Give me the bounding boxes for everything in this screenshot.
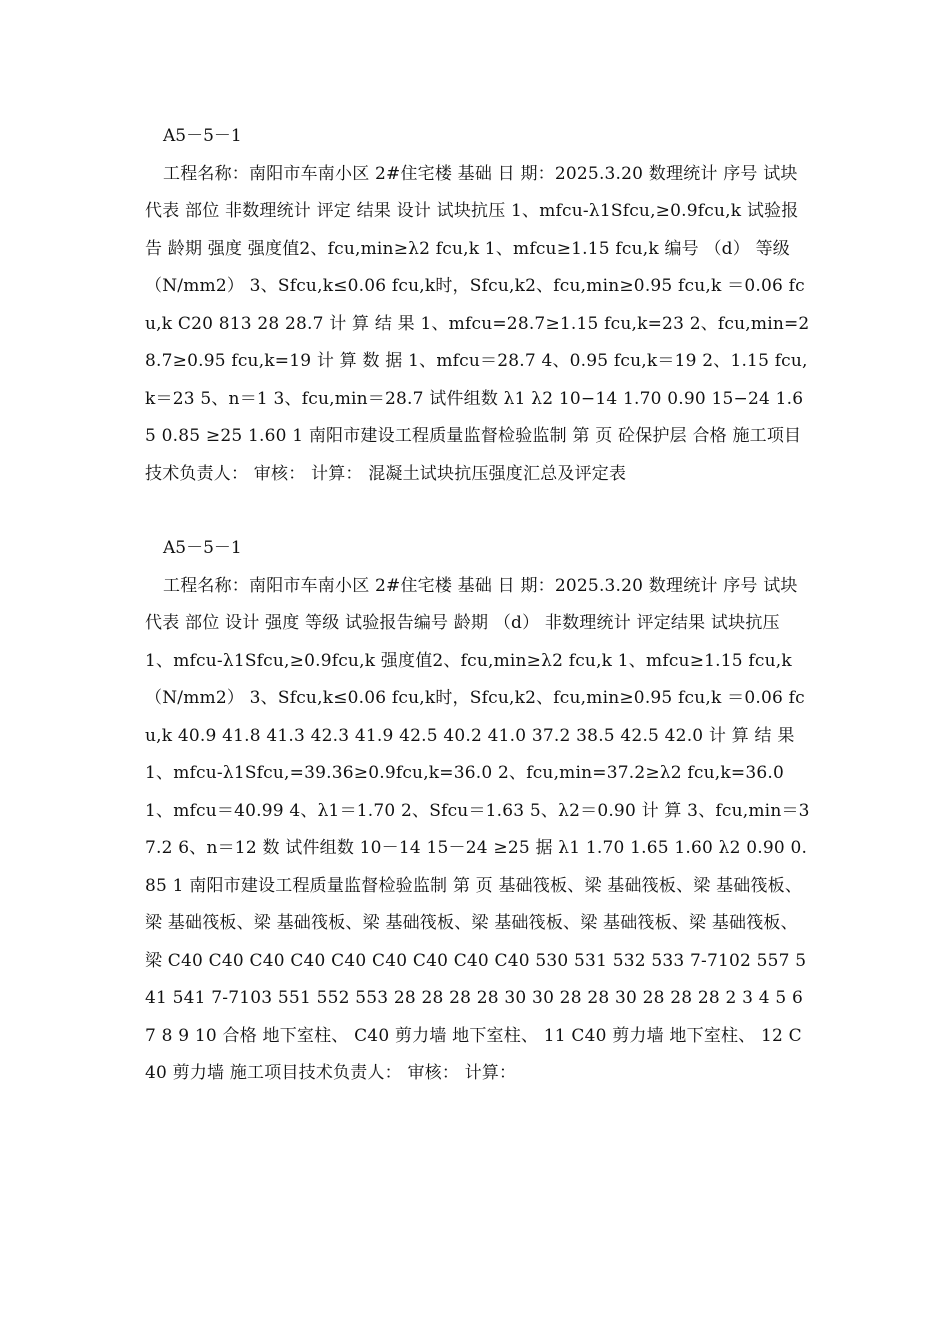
section-body-text: 工程名称：南阳市车南小区 2#住宅楼 基础 日 期：2025.3.20 数理统计 序号 试块代表 部位 设计 强度 等级 试验报告编号 龄期 （d） 非数理统计 评定结果 试块抗压 1、mfcu-λ1Sfcu,≥0.9fcu,k 强度值2、fcu,min≥λ2 fcu,k 1、mfcu≥1.15 fcu,k （N/mm2） 3、Sfcu,k≤0.06 fcu,k时，Sfcu,k2、fcu,min≥0.95 fcu,k ＝0.06 fcu,k 40.9 41.8 41.3 42.3 41.9 42.5 40.2 41.0 37.2 38.5 42.5 42.0 计 算 结 果 1、mfcu-λ1Sfcu,=39.36≥0.9fcu,k=36.0 2、fcu,min=37.2≥λ2 fcu,k=36.0 1、mfcu＝40.99 4、λ1＝1.70 2、Sfcu＝1.63 5、λ2＝0.90 计 算 3、fcu,min＝37.2 6、n＝12 数 试件组数 10－14 15－24 ≥25 据 λ1 1.70 1.65 1.60 λ2 0.90 0.85 1 南阳市建设工程质量监督检验监制 第 页 基础筏板、梁 基础筏板、梁 基础筏板、梁 基础筏板、梁 基础筏板、梁 基础筏板、梁 基础筏板、梁 基础筏板、梁 基础筏板、梁 C40 C40 C40 C40 C40 C40 C40 C40 C40 530 531 532 533 7-7102 557 541 541 7-7103 551 552 553 28 28 28 28 30 30 28 28 30 28 28 28 2 3 4 5 6 7 8 9 10 合格 地下室柱、 C40 剪力墙 地下室柱、 11 C40 剪力墙 地下室柱、 12 C40 剪力墙 施工项目技术负责人： 审核： 计算： [145, 575, 810, 1083]
section-body-text: 工程名称：南阳市车南小区 2#住宅楼 基础 日 期：2025.3.20 数理统计 序号 试块代表 部位 非数理统计 评定 结果 设计 试块抗压 1、mfcu-λ1Sfcu,≥0.9fcu,k 试验报告 龄期 强度 强度值2、fcu,min≥λ2 fcu,k 1、mfcu≥1.15 fcu,k 编号 （d） 等级 （N/mm2） 3、Sfcu,k≤0.06 fcu,k时，Sfcu,k2、fcu,min≥0.95 fcu,k ＝0.06 fcu,k C20 813 28 28.7 计 算 结 果 1、mfcu=28.7≥1.15 fcu,k=23 2、fcu,min=28.7≥0.95 fcu,k=19 计 算 数 据 1、mfcu＝28.7 4、0.95 fcu,k＝19 2、1.15 fcu,k＝23 5、n＝1 3、fcu,min＝28.7 试件组数 λ1 λ2 10−14 1.70 0.90 15−24 1.65 0.85 ≥25 1.60 1 南阳市建设工程质量监督检验监制 第 页 砼保护层 合格 施工项目技术负责人： 审核： 计算： 混凝土试块抗压强度汇总及评定表 [145, 163, 810, 484]
section-1 [145, 118, 810, 493]
form-code: A5－5－1 [163, 126, 242, 146]
form-code: A5－5－1 [163, 538, 242, 558]
section-2 [145, 530, 810, 1093]
